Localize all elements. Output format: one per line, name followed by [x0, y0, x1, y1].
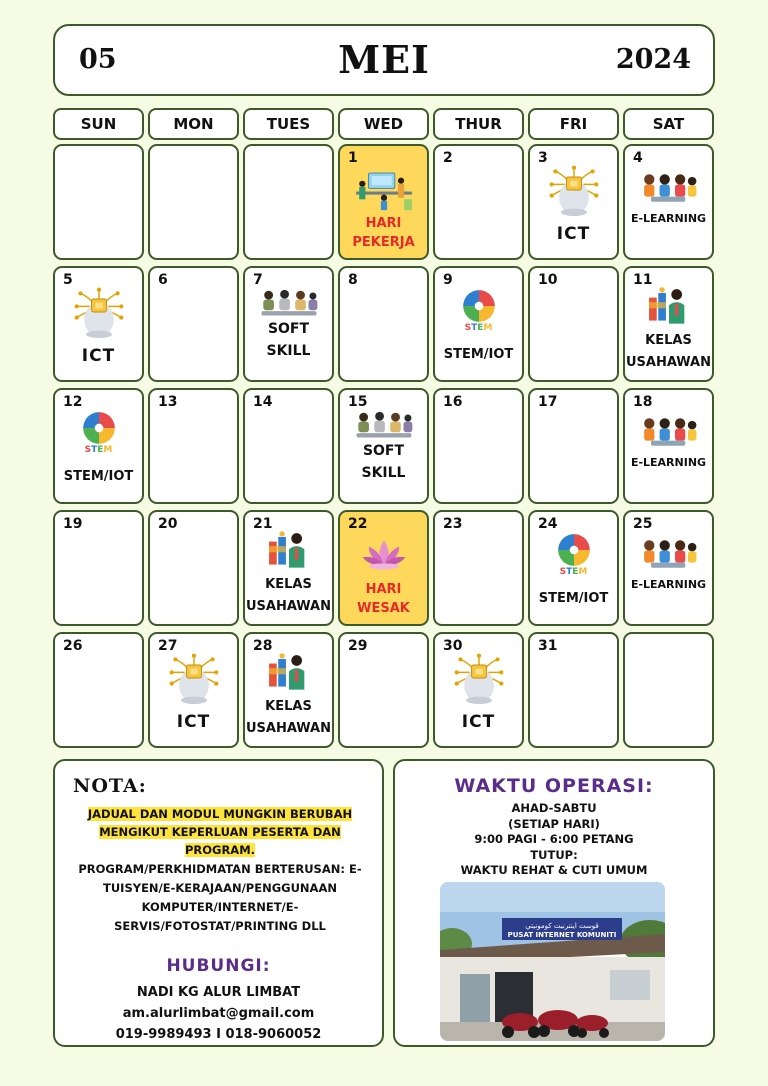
- calendar-day-16: [433, 388, 524, 504]
- businessman-icon: [266, 530, 312, 574]
- event-label: KELAS USAHAWAN: [245, 577, 332, 614]
- event-label: KELAS USAHAWAN: [245, 699, 332, 736]
- year: 2024: [615, 44, 691, 75]
- calendar-day-10: [528, 266, 619, 382]
- month-name: MEI: [338, 37, 430, 82]
- event-label: E-LEARNING: [630, 578, 707, 591]
- calendar-day-22: [338, 510, 429, 626]
- calendar-day-25: [623, 510, 714, 626]
- day-number: 1: [348, 150, 358, 166]
- businessman-icon: [266, 652, 312, 696]
- kids-learning-icon: [639, 536, 699, 576]
- day-number: 21: [253, 516, 273, 532]
- day-number: 20: [158, 516, 178, 532]
- month-number: 05: [79, 44, 117, 75]
- contact-info: [55, 982, 382, 1045]
- day-number: 13: [158, 394, 178, 410]
- calendar-day-empty: [243, 144, 334, 260]
- day-name-wed: WED: [338, 108, 429, 140]
- event-label: ICT: [81, 346, 116, 366]
- day-number: 5: [63, 272, 73, 288]
- day-number: 14: [253, 394, 273, 410]
- calendar-day-12: [53, 388, 144, 504]
- kids-learning-icon: [639, 414, 699, 454]
- event-label: ICT: [556, 224, 591, 244]
- day-number: 3: [538, 150, 548, 166]
- day-number: 11: [633, 272, 653, 288]
- lotus-icon: [361, 536, 407, 578]
- day-number: 25: [633, 516, 653, 532]
- event-label: STEM/IOT: [538, 591, 609, 606]
- day-number: 7: [253, 272, 263, 288]
- calendar-day-27: [148, 632, 239, 748]
- operations-title: WAKTU OPERASI:: [454, 775, 654, 797]
- stem-logo-text: STEM: [84, 445, 113, 455]
- event-label: E-LEARNING: [630, 456, 707, 469]
- operations-hours: [395, 801, 713, 879]
- calendar-day-20: [148, 510, 239, 626]
- calendar-day-8: [338, 266, 429, 382]
- closed-title: TUTUP:: [530, 847, 578, 862]
- calendar-day-28: [243, 632, 334, 748]
- day-number: 18: [633, 394, 653, 410]
- ai-head-icon: [71, 286, 127, 342]
- contact-phone: 019-9989493 I 018-9060052: [115, 1027, 322, 1042]
- calendar-day-30: [433, 632, 524, 748]
- stem-logo-text: STEM: [559, 567, 588, 577]
- event-label: HARI WESAK: [357, 582, 410, 616]
- calendar-day-29: [338, 632, 429, 748]
- calendar-day-1: [338, 144, 429, 260]
- stem-logo-text: STEM: [464, 323, 493, 333]
- day-number: 28: [253, 638, 273, 654]
- calendar-day-6: [148, 266, 239, 382]
- operations-time: 9:00 PAGI - 6:00 PETANG: [474, 832, 634, 846]
- day-number: 12: [63, 394, 83, 410]
- note-panel: [53, 759, 384, 1047]
- day-number: 30: [443, 638, 463, 654]
- calendar-day-13: [148, 388, 239, 504]
- calendar-day-19: [53, 510, 144, 626]
- note-warning: JADUAL DAN MODUL MUNGKIN BERUBAH MENGIKUT KEPERLUAN PESERTA DAN PROGRAM.: [87, 807, 353, 857]
- day-number: 23: [443, 516, 463, 532]
- closed-info: WAKTU REHAT & CUTI UMUM: [460, 863, 648, 877]
- calendar-day-empty: [148, 144, 239, 260]
- calendar-day-26: [53, 632, 144, 748]
- calendar-day-2: [433, 144, 524, 260]
- day-number: 4: [633, 150, 643, 166]
- calendar-day-9: [433, 266, 524, 382]
- day-name-thur: THUR: [433, 108, 524, 140]
- calendar-day-empty: [623, 632, 714, 748]
- workers-icon: [353, 168, 415, 216]
- day-number: 26: [63, 638, 83, 654]
- event-label: SOFT SKILL: [266, 321, 311, 359]
- ai-head-icon: [451, 652, 507, 708]
- day-name-tues: TUES: [243, 108, 334, 140]
- calendar-day-17: [528, 388, 619, 504]
- ai-head-icon: [546, 164, 602, 220]
- day-number: 27: [158, 638, 178, 654]
- businessman-icon: [646, 286, 692, 330]
- day-number: 9: [443, 272, 453, 288]
- ai-head-icon: [166, 652, 222, 708]
- note-programs: PROGRAM/PERKHIDMATAN BERTERUSAN: E-TUISYEN/E-KERAJAAN/PENGGUNAAN KOMPUTER/INTERNET/E-SERVIS/FOTOSTAT/PRINTING DLL: [78, 862, 362, 933]
- contact-email: am.alurlimbat@gmail.com: [122, 1006, 315, 1021]
- photo-sign-jawi: ڤوست اينترنيت كومونيتي: [525, 922, 599, 930]
- day-number: 6: [158, 272, 168, 288]
- day-name-sat: SAT: [623, 108, 714, 140]
- calendar-day-23: [433, 510, 524, 626]
- calendar-day-empty: [53, 144, 144, 260]
- calendar-day-4: [623, 144, 714, 260]
- operations-days: AHAD-SABTU: [511, 801, 597, 815]
- event-label: HARI PEKERJA: [352, 216, 415, 250]
- operations-panel: [393, 759, 715, 1047]
- contact-title: HUBUNGI:: [166, 956, 271, 976]
- day-number: 16: [443, 394, 463, 410]
- building-photo: [440, 882, 665, 1041]
- calendar-day-15: [338, 388, 429, 504]
- calendar-day-5: [53, 266, 144, 382]
- event-label: STEM/IOT: [63, 469, 134, 484]
- calendar-day-24: [528, 510, 619, 626]
- day-number: 29: [348, 638, 368, 654]
- event-label: ICT: [461, 712, 496, 732]
- contact-name: NADI KG ALUR LIMBAT: [136, 985, 301, 1000]
- day-number: 15: [348, 394, 368, 410]
- day-number: 31: [538, 638, 558, 654]
- event-label: KELAS USAHAWAN: [625, 333, 712, 370]
- calendar-day-18: [623, 388, 714, 504]
- calendar-header: [53, 24, 715, 96]
- event-label: SOFT SKILL: [361, 443, 406, 481]
- day-number: 2: [443, 150, 453, 166]
- day-number: 22: [348, 516, 368, 532]
- operations-days-note: (SETIAP HARI): [508, 816, 600, 831]
- day-number: 10: [538, 272, 558, 288]
- day-name-mon: MON: [148, 108, 239, 140]
- calendar-day-11: [623, 266, 714, 382]
- day-name-sun: SUN: [53, 108, 144, 140]
- kids-learning-icon: [639, 170, 699, 210]
- event-label: ICT: [176, 712, 211, 732]
- calendar-day-7: [243, 266, 334, 382]
- day-number: 24: [538, 516, 558, 532]
- day-number: 8: [348, 272, 358, 288]
- calendar-day-3: [528, 144, 619, 260]
- calendar-day-21: [243, 510, 334, 626]
- day-number: 17: [538, 394, 558, 410]
- day-name-fri: FRI: [528, 108, 619, 140]
- note-title: NOTA:: [73, 775, 147, 797]
- event-label: E-LEARNING: [630, 212, 707, 225]
- calendar-day-31: [528, 632, 619, 748]
- day-number: 19: [63, 516, 83, 532]
- photo-sign: PUSAT INTERNET KOMUNITI: [507, 931, 617, 939]
- event-label: STEM/IOT: [443, 347, 514, 362]
- calendar-day-14: [243, 388, 334, 504]
